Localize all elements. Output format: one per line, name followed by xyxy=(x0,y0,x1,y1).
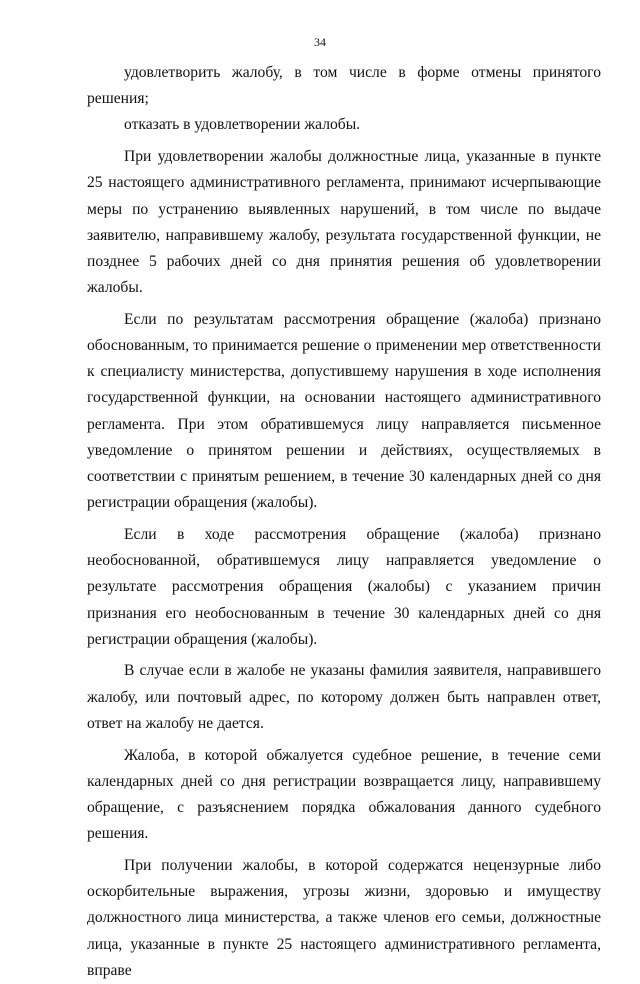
page-number: 34 xyxy=(314,35,326,49)
paragraph: Если в ходе рассмотрения обращение (жалоба) признано необоснованной, обратившемуся лицу направляется уведомление о результате рассмотрения обращения (жалобы) с указанием причин признания его необоснованным в течение 30 календарных дней со дня регистрации обращения (жалобы). xyxy=(87,525,601,648)
document-body xyxy=(87,60,601,984)
paragraph: Жалоба, в которой обжалуется судебное решение, в течение семи календарных дней со дня регистрации возвращается лицу, направившему обращение, с разъяснением порядка обжалования данного судебного решения. xyxy=(87,746,601,843)
paragraph: При получении жалобы, в которой содержатся нецензурные либо оскорбительные выражения, угрозы жизни, здоровью и имуществу должностного лица министерства, а также членов его семьи, должностные лица, указанные в пункте 25 настоящего административного регламента, вправе xyxy=(87,856,601,979)
paragraph: В случае если в жалобе не указаны фамилия заявителя, направившего жалобу, или почтовый адрес, по которому должен быть направлен ответ, ответ на жалобу не дается. xyxy=(87,662,601,732)
paragraph: Если по результатам рассмотрения обращение (жалоба) признано обоснованным, то принимается решение о применении мер ответственности к специалисту министерства, допустившему нарушения в ходе исполнения государственной функции, на основании настоящего административного регламента. При этом обратившемуся лицу направляется письменное уведомление о принятом решении и действиях, осуществляемых в соответствии с принятым решением, в течение 30 календарных дней со дня регистрации обращения (жалобы). xyxy=(87,310,601,512)
paragraph: отказать в удовлетворении жалобы. xyxy=(124,116,361,134)
paragraph: удовлетворить жалобу, в том числе в форме отмены принятого решения; xyxy=(87,64,601,108)
paragraph: При удовлетворении жалобы должностные лица, указанные в пункте 25 настоящего административного регламента, принимают исчерпывающие меры по устранению выявленных нарушений, в том числе по выдаче заявителю, направившему жалобу, результата государственной функции, не позднее 5 рабочих дней со дня принятия решения об удовлетворении жалобы. xyxy=(87,148,601,297)
